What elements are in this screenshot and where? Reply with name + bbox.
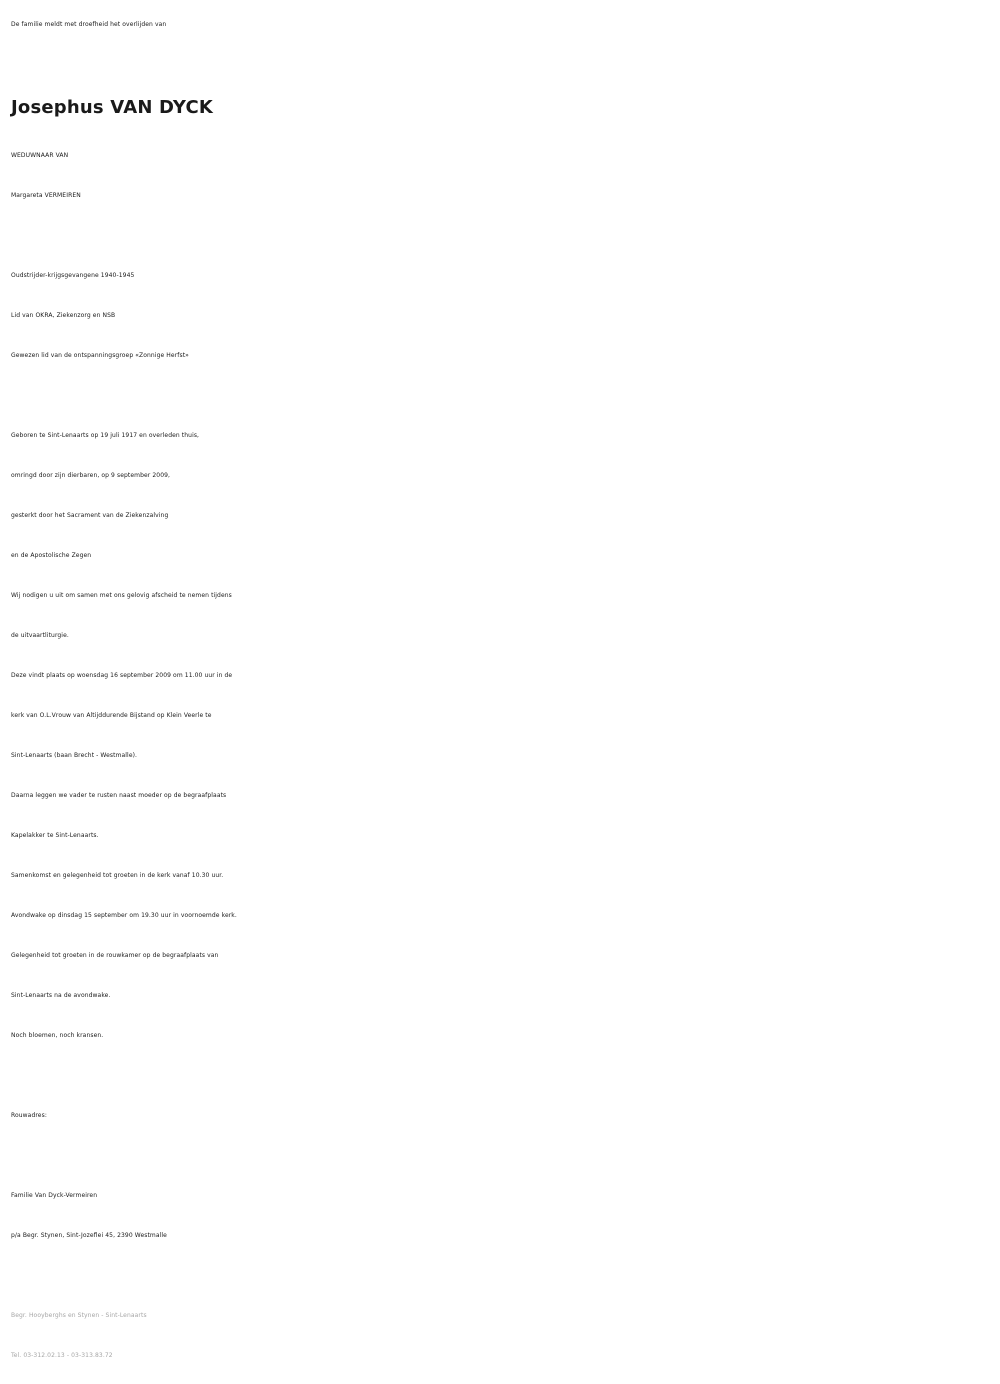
body-line: Sint-Lenaarts (baan Brecht - Westmalle). <box>11 752 138 759</box>
body-line: Gelegenheid tot groeten in de rouwkamer op de begraafplaats van <box>11 952 219 959</box>
spacer <box>11 1056 991 1096</box>
undertaker-name: Begr. Hooyberghs en Stynen - Sint-Lenaarts <box>11 1312 147 1319</box>
deceased-name: Josephus VAN DYCK <box>11 97 214 118</box>
body-line: kerk van O.L.Vrouw van Altijddurende Bijstand op Klein Veerle te <box>11 712 212 719</box>
body-line: Noch bloemen, noch kransen. <box>11 1032 104 1039</box>
intro-text: De familie meldt met droefheid het overlijden van <box>11 21 167 28</box>
affiliations <box>11 256 991 376</box>
affiliation-line: Oudstrijder-krijgsgevangene 1940-1945 <box>11 272 135 279</box>
body-line: Deze vindt plaats op woensdag 16 september 2009 om 11.00 uur in de <box>11 672 233 679</box>
body-line: Sint-Lenaarts na de avondwake. <box>11 992 111 999</box>
undertaker-footer <box>11 1296 991 1376</box>
body-line: Geboren te Sint-Lenaarts op 19 juli 1917 en overleden thuis, <box>11 432 200 439</box>
affiliation-line: Lid van OKRA, Ziekenzorg en NSB <box>11 312 116 319</box>
body-line: Avondwake op dinsdag 15 september om 19.30 uur in voornoemde kerk. <box>11 912 237 919</box>
body-line: Daarna leggen we vader te rusten naast moeder op de begraafplaats <box>11 792 227 799</box>
death-notice <box>11 0 991 1376</box>
affiliation-line: Gewezen lid van de ontspanningsgroep «Zonnige Herfst» <box>11 352 189 359</box>
widower-of-label: WEDUWNAAR VAN <box>11 152 69 159</box>
body-line: omringd door zijn dierbaren, op 9 september 2009, <box>11 472 171 479</box>
spouse-name: Margareta VERMEIREN <box>11 192 81 199</box>
notice-body <box>11 416 991 1056</box>
spacer <box>11 376 991 416</box>
address-care-of: p/a Begr. Stynen, Sint-Jozeflei 45, 2390 Westmalle <box>11 1232 167 1239</box>
body-line: gesterkt door het Sacrament van de Ziekenzalving <box>11 512 169 519</box>
address-label: Rouwadres: <box>11 1112 47 1119</box>
undertaker-phone: Tel. 03-312.02.13 - 03-313.83.72 <box>11 1352 113 1359</box>
spacer <box>11 216 991 256</box>
body-line: Kapelakker te Sint-Lenaarts. <box>11 832 99 839</box>
spacer <box>11 1136 991 1176</box>
spacer <box>11 1256 991 1296</box>
body-line: Samenkomst en gelegenheid tot groeten in de kerk vanaf 10.30 uur. <box>11 872 224 879</box>
body-line: de uitvaartliturgie. <box>11 632 69 639</box>
mourning-address <box>11 1176 991 1256</box>
address-family: Familie Van Dyck-Vermeiren <box>11 1192 98 1199</box>
body-line: en de Apostolische Zegen <box>11 552 92 559</box>
body-line: Wij nodigen u uit om samen met ons gelovig afscheid te nemen tijdens <box>11 592 232 599</box>
